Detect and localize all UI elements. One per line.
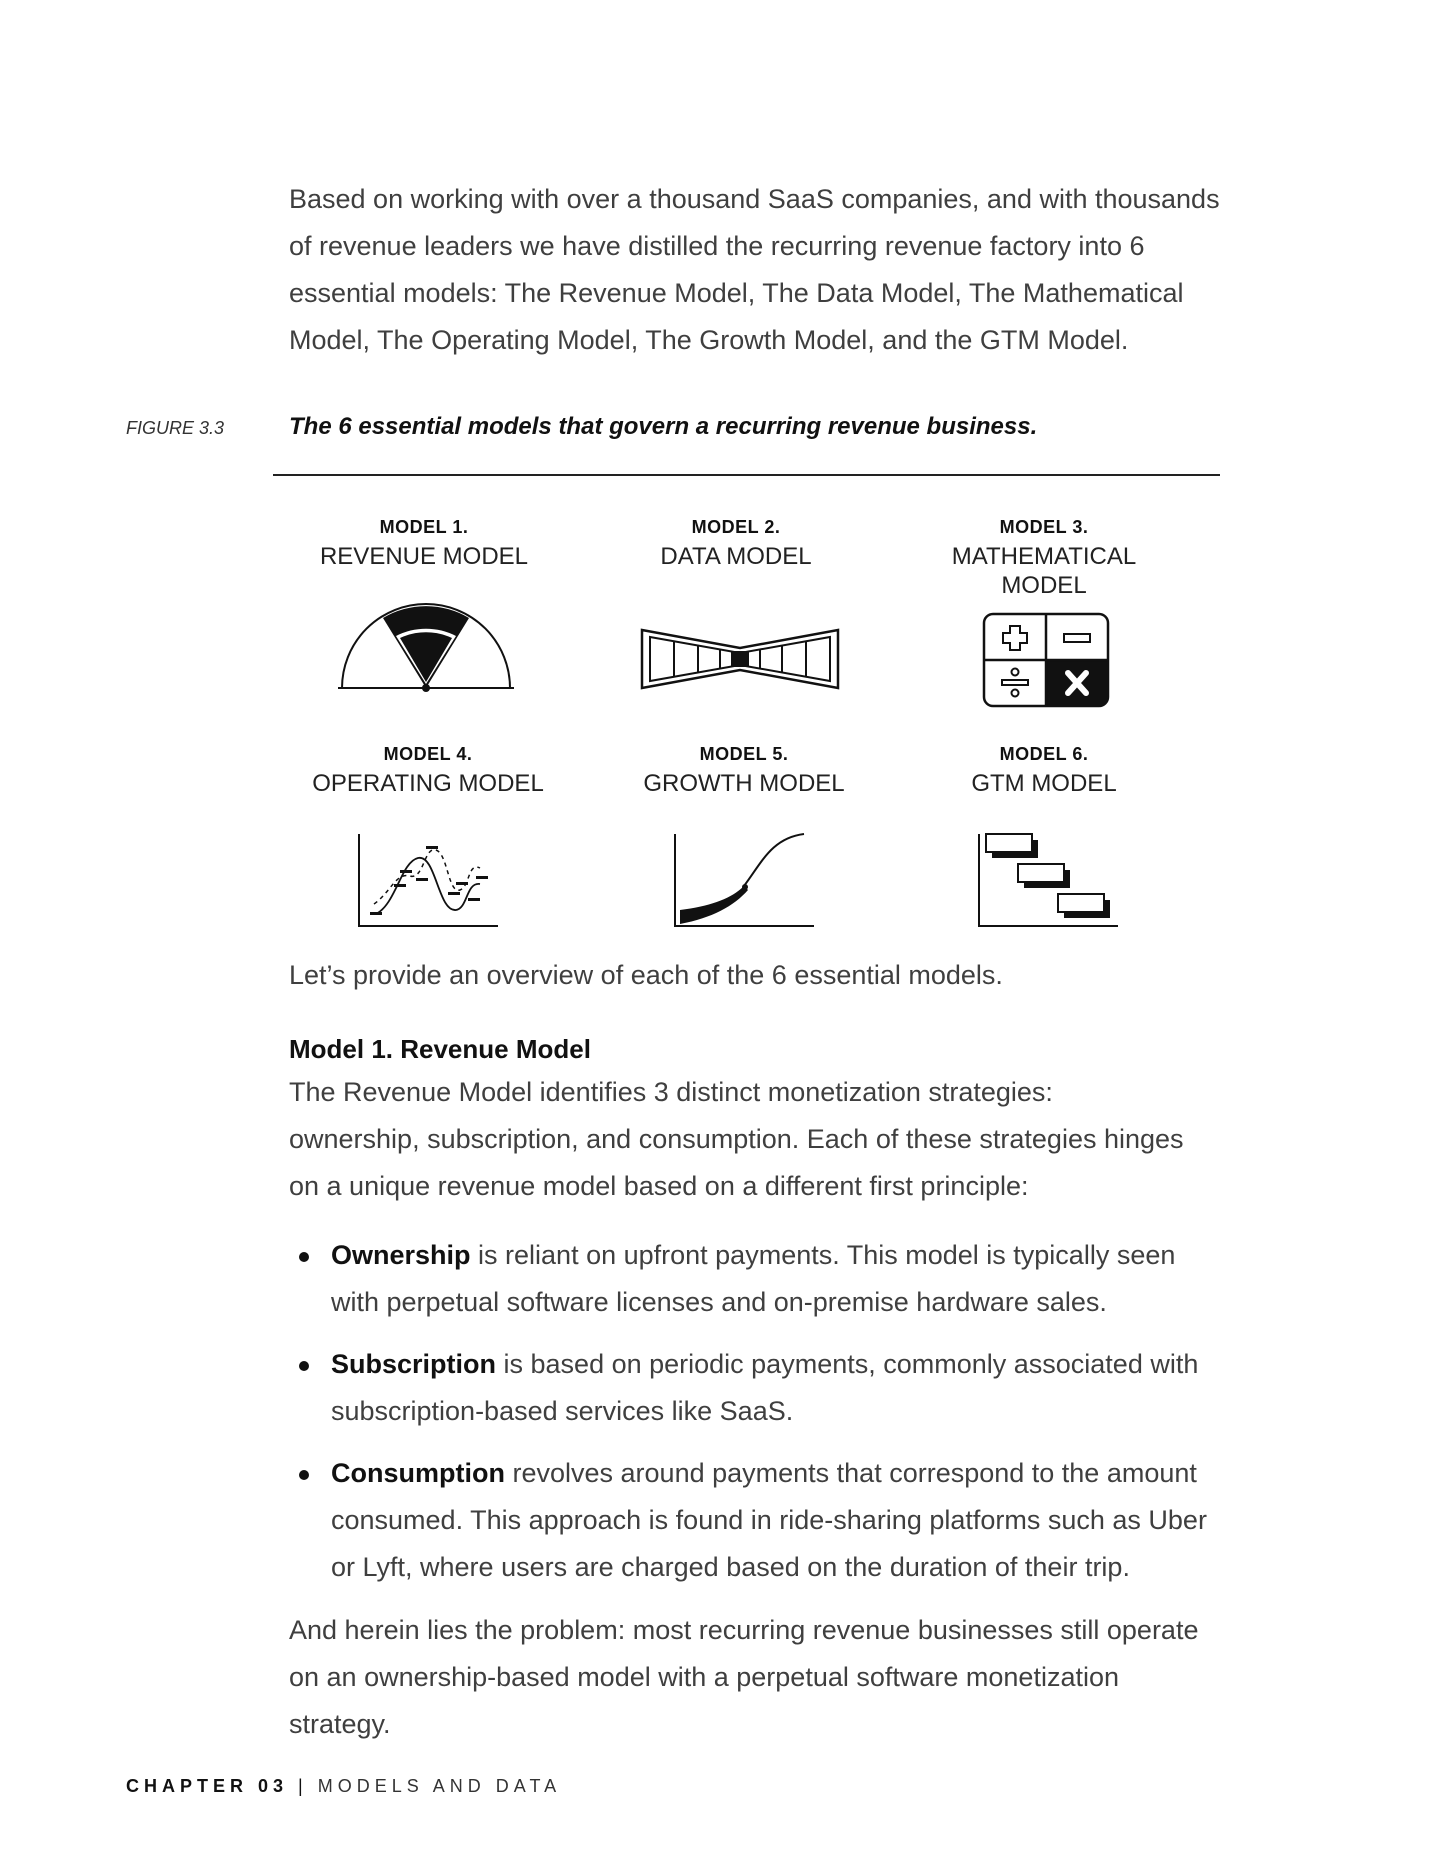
model-number: MODEL 1. (379, 517, 469, 537)
list-item-text: revolves around payments that correspond to the amount consumed. This approach is found in ride-sharing platforms such as Uber or Lyft, where users are charged based on the duration of their trip. (331, 1458, 1207, 1582)
model-name: GROWTH MODEL (643, 770, 845, 797)
section-body: The Revenue Model identifies 3 distinct monetization strategies: ownership, subscription, and consumption. Each of these strategies hinges on a unique revenue model based on a different first principle: (289, 1077, 1184, 1201)
list-item-text: is based on periodic payments, commonly associated with subscription-based services like SaaS. (331, 1349, 1199, 1426)
section-heading: Model 1. Revenue Model (289, 1034, 591, 1064)
list-item-term: Consumption (331, 1458, 505, 1488)
overview-text: Let’s provide an overview of each of the 6 essential models. (289, 960, 1003, 990)
footer-chapter: CHAPTER 03 (126, 1776, 289, 1796)
calculator-icon (982, 612, 1110, 708)
closing-paragraph: And herein lies the problem: most recurring revenue businesses still operate on an ownership-based model with a perpetual software monetization strategy. (289, 1615, 1199, 1739)
gantt-steps-icon (976, 832, 1120, 930)
list-item-term: Subscription (331, 1349, 497, 1379)
model-name: MATHEMATICAL MODEL (951, 543, 1137, 599)
bullet-icon (299, 1252, 309, 1262)
model-5-title (594, 744, 894, 798)
bowtie-funnel-icon (640, 626, 840, 692)
model-2-title (586, 517, 886, 571)
list-item-text: is reliant on upfront payments. This model is typically seen with perpetual software licenses and on-premise hardware sales. (331, 1240, 1176, 1317)
bullet-icon (299, 1470, 309, 1480)
model-number: MODEL 5. (699, 744, 789, 764)
list-item-term: Ownership (331, 1240, 471, 1270)
model-1-title (274, 517, 574, 571)
model-number: MODEL 6. (999, 744, 1089, 764)
figure-divider (273, 474, 1220, 476)
footer-section: MODELS AND DATA (317, 1776, 562, 1796)
model-name: DATA MODEL (660, 543, 812, 570)
list-item (289, 1450, 1209, 1591)
model-name: GTM MODEL (971, 770, 1117, 797)
strategy-list (289, 1232, 1209, 1606)
intro-paragraph: Based on working with over a thousand SaaS companies, and with thousands of revenue leaders we have distilled the recurring revenue factory into 6 essential models: The Revenue Model, The Data Model, The Mathematical Model, The Operating Model, The Growth Model, and the GTM Model. (289, 184, 1220, 355)
wave-chart-icon (356, 832, 500, 930)
bullet-icon (299, 1361, 309, 1371)
model-3-title (909, 517, 1179, 600)
list-item (289, 1232, 1209, 1326)
figure-label: FIGURE 3.3 (126, 418, 225, 438)
model-number: MODEL 4. (383, 744, 473, 764)
page-footer (126, 1776, 561, 1797)
model-number: MODEL 2. (691, 517, 781, 537)
model-number: MODEL 3. (999, 517, 1089, 537)
growth-curve-icon (672, 832, 816, 930)
model-6-title (909, 744, 1179, 798)
gauge-icon (336, 596, 516, 696)
footer-separator: | (298, 1776, 308, 1796)
model-4-title (278, 744, 578, 798)
figure-caption: The 6 essential models that govern a recurring revenue business. (289, 413, 1038, 440)
model-name: REVENUE MODEL (319, 543, 529, 570)
model-name: OPERATING MODEL (312, 770, 544, 797)
list-item (289, 1341, 1209, 1435)
